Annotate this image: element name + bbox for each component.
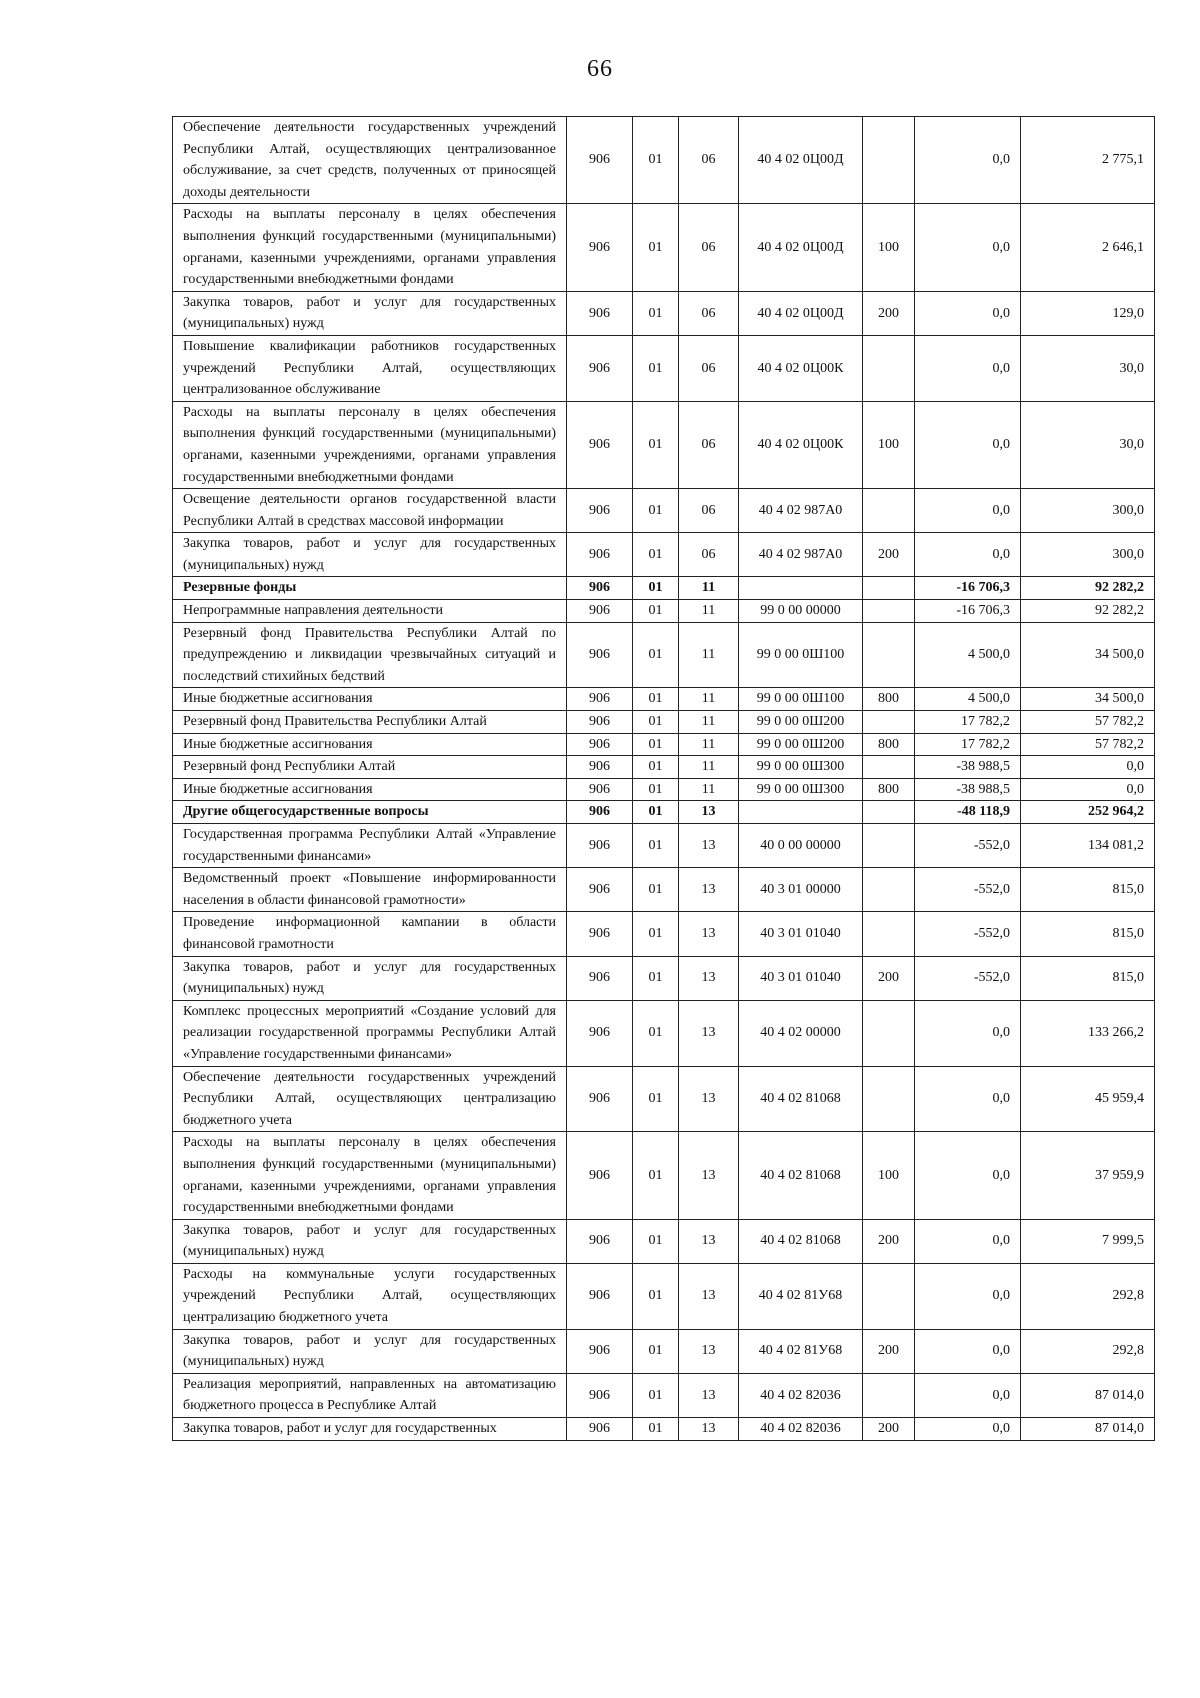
cell-change: 0,0: [915, 1418, 1021, 1441]
cell-name: Непрограммные направления деятельности: [173, 600, 567, 623]
cell-expense-type: [863, 622, 915, 688]
cell-total: 45 959,4: [1021, 1066, 1155, 1132]
cell-subsection: 06: [679, 401, 739, 488]
table-row: [173, 489, 1155, 533]
cell-ministry: 906: [567, 1066, 633, 1132]
table-row: [173, 824, 1155, 868]
table-row: [173, 1418, 1155, 1441]
cell-target-article: 99 0 00 0Ш100: [739, 622, 863, 688]
table-row: [173, 335, 1155, 401]
cell-ministry: 906: [567, 1000, 633, 1066]
cell-expense-type: [863, 1066, 915, 1132]
cell-target-article: 99 0 00 0Ш200: [739, 733, 863, 756]
cell-name: Резервный фонд Правительства Республики Алтай по предупреждению и ликвидации чрезвычайных ситуаций и последствий стихийных бедствий: [173, 622, 567, 688]
cell-change: 0,0: [915, 335, 1021, 401]
cell-target-article: 99 0 00 00000: [739, 600, 863, 623]
cell-ministry: 906: [567, 335, 633, 401]
cell-name: Иные бюджетные ассигнования: [173, 688, 567, 711]
cell-name: Обеспечение деятельности государственных учреждений Республики Алтай, осуществляющих централизованное обслуживание, за счет средств, полученных от приносящей доходы деятельности: [173, 117, 567, 204]
page-number: 66: [587, 56, 613, 82]
cell-target-article: [739, 577, 863, 600]
table-body: [173, 117, 1155, 1441]
cell-target-article: 40 3 01 01040: [739, 912, 863, 956]
table-row: [173, 912, 1155, 956]
cell-total: 87 014,0: [1021, 1373, 1155, 1417]
table-row: [173, 117, 1155, 204]
cell-section: 01: [633, 204, 679, 291]
cell-total: 57 782,2: [1021, 733, 1155, 756]
cell-target-article: 99 0 00 0Ш100: [739, 688, 863, 711]
cell-section: 01: [633, 688, 679, 711]
cell-section: 01: [633, 401, 679, 488]
cell-total: 300,0: [1021, 489, 1155, 533]
cell-expense-type: [863, 489, 915, 533]
cell-ministry: 906: [567, 756, 633, 779]
cell-name: Резервный фонд Правительства Республики Алтай: [173, 711, 567, 734]
cell-total: 87 014,0: [1021, 1418, 1155, 1441]
cell-expense-type: [863, 1373, 915, 1417]
table-row: [173, 756, 1155, 779]
cell-target-article: 40 4 02 0Ц00К: [739, 335, 863, 401]
cell-ministry: 906: [567, 1329, 633, 1373]
cell-section: 01: [633, 533, 679, 577]
cell-name: Закупка товаров, работ и услуг для государственных (муниципальных) нужд: [173, 956, 567, 1000]
cell-total: 252 964,2: [1021, 801, 1155, 824]
cell-section: 01: [633, 956, 679, 1000]
cell-total: 2 646,1: [1021, 204, 1155, 291]
cell-section: 01: [633, 1132, 679, 1219]
table-row: [173, 1132, 1155, 1219]
cell-expense-type: 200: [863, 533, 915, 577]
budget-table: [172, 116, 1155, 1441]
cell-total: 92 282,2: [1021, 600, 1155, 623]
cell-section: 01: [633, 291, 679, 335]
cell-total: 0,0: [1021, 756, 1155, 779]
cell-ministry: 906: [567, 291, 633, 335]
cell-ministry: 906: [567, 824, 633, 868]
cell-ministry: 906: [567, 1263, 633, 1329]
cell-subsection: 11: [679, 778, 739, 801]
cell-target-article: 40 4 02 81068: [739, 1219, 863, 1263]
cell-expense-type: [863, 335, 915, 401]
cell-ministry: 906: [567, 711, 633, 734]
cell-total: 292,8: [1021, 1263, 1155, 1329]
cell-total: 815,0: [1021, 956, 1155, 1000]
cell-subsection: 11: [679, 733, 739, 756]
cell-total: 300,0: [1021, 533, 1155, 577]
cell-target-article: 40 4 02 987А0: [739, 533, 863, 577]
cell-expense-type: [863, 1263, 915, 1329]
table-row: [173, 733, 1155, 756]
cell-total: 129,0: [1021, 291, 1155, 335]
table-row: [173, 1329, 1155, 1373]
cell-name: Иные бюджетные ассигнования: [173, 733, 567, 756]
cell-target-article: 40 4 02 0Ц00Д: [739, 117, 863, 204]
cell-change: 17 782,2: [915, 711, 1021, 734]
cell-subsection: 13: [679, 1263, 739, 1329]
cell-section: 01: [633, 1263, 679, 1329]
cell-subsection: 13: [679, 1066, 739, 1132]
cell-subsection: 06: [679, 204, 739, 291]
table-row: [173, 401, 1155, 488]
cell-change: 0,0: [915, 401, 1021, 488]
cell-subsection: 11: [679, 577, 739, 600]
cell-ministry: 906: [567, 1418, 633, 1441]
cell-ministry: 906: [567, 600, 633, 623]
cell-target-article: 40 0 00 00000: [739, 824, 863, 868]
table-row: [173, 1263, 1155, 1329]
cell-total: 37 959,9: [1021, 1132, 1155, 1219]
cell-name: Проведение информационной кампании в области финансовой грамотности: [173, 912, 567, 956]
cell-target-article: 99 0 00 0Ш300: [739, 756, 863, 779]
cell-expense-type: [863, 801, 915, 824]
cell-target-article: 40 4 02 0Ц00Д: [739, 291, 863, 335]
cell-name: Освещение деятельности органов государственной власти Республики Алтай в средствах массовой информации: [173, 489, 567, 533]
cell-total: 0,0: [1021, 778, 1155, 801]
cell-change: 0,0: [915, 1132, 1021, 1219]
cell-target-article: 40 4 02 987А0: [739, 489, 863, 533]
cell-total: 57 782,2: [1021, 711, 1155, 734]
cell-target-article: 40 3 01 01040: [739, 956, 863, 1000]
cell-total: 92 282,2: [1021, 577, 1155, 600]
cell-subsection: 13: [679, 1418, 739, 1441]
cell-change: -16 706,3: [915, 577, 1021, 600]
cell-subsection: 11: [679, 756, 739, 779]
cell-subsection: 06: [679, 533, 739, 577]
cell-ministry: 906: [567, 489, 633, 533]
cell-ministry: 906: [567, 533, 633, 577]
cell-change: 4 500,0: [915, 688, 1021, 711]
cell-name: Резервный фонд Республики Алтай: [173, 756, 567, 779]
cell-change: 17 782,2: [915, 733, 1021, 756]
cell-expense-type: 200: [863, 956, 915, 1000]
table-row: [173, 1066, 1155, 1132]
cell-name: Повышение квалификации работников государственных учреждений Республики Алтай, осуществляющих централизованное обслуживание: [173, 335, 567, 401]
cell-section: 01: [633, 1000, 679, 1066]
cell-expense-type: 200: [863, 291, 915, 335]
cell-change: -48 118,9: [915, 801, 1021, 824]
cell-target-article: [739, 801, 863, 824]
cell-change: -552,0: [915, 868, 1021, 912]
cell-section: 01: [633, 711, 679, 734]
cell-expense-type: [863, 1000, 915, 1066]
cell-subsection: 06: [679, 335, 739, 401]
cell-ministry: 906: [567, 577, 633, 600]
cell-name: Государственная программа Республики Алтай «Управление государственными финансами»: [173, 824, 567, 868]
cell-name: Иные бюджетные ассигнования: [173, 778, 567, 801]
cell-section: 01: [633, 489, 679, 533]
cell-change: 4 500,0: [915, 622, 1021, 688]
cell-expense-type: [863, 117, 915, 204]
table-row: [173, 622, 1155, 688]
cell-total: 34 500,0: [1021, 688, 1155, 711]
cell-total: 134 081,2: [1021, 824, 1155, 868]
cell-section: 01: [633, 600, 679, 623]
cell-total: 34 500,0: [1021, 622, 1155, 688]
cell-change: -38 988,5: [915, 778, 1021, 801]
table-row: [173, 956, 1155, 1000]
cell-subsection: 13: [679, 1329, 739, 1373]
cell-subsection: 13: [679, 1219, 739, 1263]
cell-name: Расходы на выплаты персоналу в целях обеспечения выполнения функций государственными (муниципальными) органами, казенными учреждениями, органами управления государственными внебюджетными фондами: [173, 401, 567, 488]
table-row: [173, 204, 1155, 291]
table-row: [173, 868, 1155, 912]
cell-name: Закупка товаров, работ и услуг для государственных (муниципальных) нужд: [173, 291, 567, 335]
cell-section: 01: [633, 577, 679, 600]
cell-name: Расходы на выплаты персоналу в целях обеспечения выполнения функций государственными (муниципальными) органами, казенными учреждениями, органами управления государственными внебюджетными фондами: [173, 204, 567, 291]
cell-subsection: 13: [679, 956, 739, 1000]
cell-subsection: 13: [679, 1000, 739, 1066]
cell-section: 01: [633, 801, 679, 824]
cell-subsection: 13: [679, 1373, 739, 1417]
cell-target-article: 40 4 02 81У68: [739, 1263, 863, 1329]
cell-target-article: 40 4 02 0Ц00К: [739, 401, 863, 488]
table-row: [173, 688, 1155, 711]
cell-section: 01: [633, 778, 679, 801]
cell-ministry: 906: [567, 956, 633, 1000]
cell-total: 30,0: [1021, 335, 1155, 401]
cell-expense-type: [863, 912, 915, 956]
cell-section: 01: [633, 1219, 679, 1263]
cell-total: 133 266,2: [1021, 1000, 1155, 1066]
cell-name: Обеспечение деятельности государственных учреждений Республики Алтай, осуществляющих централизацию бюджетного учета: [173, 1066, 567, 1132]
cell-total: 7 999,5: [1021, 1219, 1155, 1263]
cell-ministry: 906: [567, 1373, 633, 1417]
table-row: [173, 1219, 1155, 1263]
cell-total: 815,0: [1021, 912, 1155, 956]
cell-change: 0,0: [915, 1263, 1021, 1329]
cell-change: 0,0: [915, 117, 1021, 204]
cell-change: 0,0: [915, 204, 1021, 291]
cell-section: 01: [633, 1066, 679, 1132]
cell-expense-type: 200: [863, 1219, 915, 1263]
cell-name: Резервные фонды: [173, 577, 567, 600]
cell-target-article: 40 4 02 81068: [739, 1066, 863, 1132]
cell-target-article: 40 4 02 81У68: [739, 1329, 863, 1373]
cell-change: 0,0: [915, 1219, 1021, 1263]
cell-expense-type: 100: [863, 204, 915, 291]
cell-section: 01: [633, 117, 679, 204]
cell-ministry: 906: [567, 1219, 633, 1263]
cell-target-article: 99 0 00 0Ш200: [739, 711, 863, 734]
cell-ministry: 906: [567, 401, 633, 488]
table-row: [173, 291, 1155, 335]
cell-change: -552,0: [915, 912, 1021, 956]
cell-ministry: 906: [567, 778, 633, 801]
cell-change: 0,0: [915, 533, 1021, 577]
cell-expense-type: 200: [863, 1329, 915, 1373]
cell-subsection: 13: [679, 824, 739, 868]
cell-subsection: 13: [679, 801, 739, 824]
cell-section: 01: [633, 824, 679, 868]
table-row: [173, 533, 1155, 577]
cell-total: 815,0: [1021, 868, 1155, 912]
table-row: [173, 577, 1155, 600]
cell-name: Другие общегосударственные вопросы: [173, 801, 567, 824]
cell-ministry: 906: [567, 688, 633, 711]
cell-section: 01: [633, 868, 679, 912]
cell-ministry: 906: [567, 204, 633, 291]
cell-ministry: 906: [567, 733, 633, 756]
cell-subsection: 06: [679, 117, 739, 204]
cell-target-article: 40 4 02 00000: [739, 1000, 863, 1066]
cell-subsection: 13: [679, 1132, 739, 1219]
cell-section: 01: [633, 912, 679, 956]
cell-name: Закупка товаров, работ и услуг для государственных (муниципальных) нужд: [173, 1329, 567, 1373]
cell-section: 01: [633, 1329, 679, 1373]
cell-section: 01: [633, 622, 679, 688]
cell-target-article: 99 0 00 0Ш300: [739, 778, 863, 801]
table-row: [173, 711, 1155, 734]
cell-ministry: 906: [567, 801, 633, 824]
cell-change: 0,0: [915, 489, 1021, 533]
cell-name: Комплекс процессных мероприятий «Создание условий для реализации государственной программы Республики Алтай «Управление государственными финансами»: [173, 1000, 567, 1066]
cell-total: 292,8: [1021, 1329, 1155, 1373]
cell-expense-type: [863, 711, 915, 734]
cell-ministry: 906: [567, 117, 633, 204]
cell-total: 30,0: [1021, 401, 1155, 488]
cell-section: 01: [633, 335, 679, 401]
cell-expense-type: 800: [863, 688, 915, 711]
cell-section: 01: [633, 733, 679, 756]
cell-expense-type: [863, 600, 915, 623]
cell-target-article: 40 3 01 00000: [739, 868, 863, 912]
cell-change: 0,0: [915, 1000, 1021, 1066]
cell-section: 01: [633, 1418, 679, 1441]
table-row: [173, 1373, 1155, 1417]
cell-expense-type: 100: [863, 1132, 915, 1219]
cell-expense-type: 200: [863, 1418, 915, 1441]
table-row: [173, 778, 1155, 801]
table-row: [173, 1000, 1155, 1066]
cell-expense-type: 800: [863, 733, 915, 756]
cell-name: Ведомственный проект «Повышение информированности населения в области финансовой грамотности»: [173, 868, 567, 912]
cell-subsection: 13: [679, 868, 739, 912]
cell-change: 0,0: [915, 1329, 1021, 1373]
cell-change: -552,0: [915, 824, 1021, 868]
cell-target-article: 40 4 02 0Ц00Д: [739, 204, 863, 291]
cell-ministry: 906: [567, 1132, 633, 1219]
cell-subsection: 11: [679, 600, 739, 623]
cell-name: Расходы на выплаты персоналу в целях обеспечения выполнения функций государственными (муниципальными) органами, казенными учреждениями, органами управления государственными внебюджетными фондами: [173, 1132, 567, 1219]
cell-total: 2 775,1: [1021, 117, 1155, 204]
cell-change: -552,0: [915, 956, 1021, 1000]
cell-subsection: 11: [679, 711, 739, 734]
cell-target-article: 40 4 02 82036: [739, 1373, 863, 1417]
cell-subsection: 13: [679, 912, 739, 956]
table-row: [173, 801, 1155, 824]
cell-expense-type: [863, 868, 915, 912]
table-row: [173, 600, 1155, 623]
cell-name: Расходы на коммунальные услуги государственных учреждений Республики Алтай, осуществляющих централизацию бюджетного учета: [173, 1263, 567, 1329]
cell-expense-type: [863, 577, 915, 600]
cell-expense-type: 800: [863, 778, 915, 801]
cell-change: -16 706,3: [915, 600, 1021, 623]
cell-ministry: 906: [567, 622, 633, 688]
cell-subsection: 11: [679, 622, 739, 688]
cell-change: 0,0: [915, 1373, 1021, 1417]
cell-change: 0,0: [915, 1066, 1021, 1132]
cell-subsection: 11: [679, 688, 739, 711]
cell-name: Реализация мероприятий, направленных на автоматизацию бюджетного процесса в Республике Алтай: [173, 1373, 567, 1417]
cell-name: Закупка товаров, работ и услуг для государственных: [173, 1418, 567, 1441]
cell-change: -38 988,5: [915, 756, 1021, 779]
cell-target-article: 40 4 02 82036: [739, 1418, 863, 1441]
cell-subsection: 06: [679, 489, 739, 533]
cell-change: 0,0: [915, 291, 1021, 335]
cell-section: 01: [633, 756, 679, 779]
cell-expense-type: 100: [863, 401, 915, 488]
cell-name: Закупка товаров, работ и услуг для государственных (муниципальных) нужд: [173, 533, 567, 577]
cell-subsection: 06: [679, 291, 739, 335]
cell-expense-type: [863, 756, 915, 779]
cell-ministry: 906: [567, 912, 633, 956]
cell-expense-type: [863, 824, 915, 868]
cell-name: Закупка товаров, работ и услуг для государственных (муниципальных) нужд: [173, 1219, 567, 1263]
cell-ministry: 906: [567, 868, 633, 912]
cell-section: 01: [633, 1373, 679, 1417]
cell-target-article: 40 4 02 81068: [739, 1132, 863, 1219]
